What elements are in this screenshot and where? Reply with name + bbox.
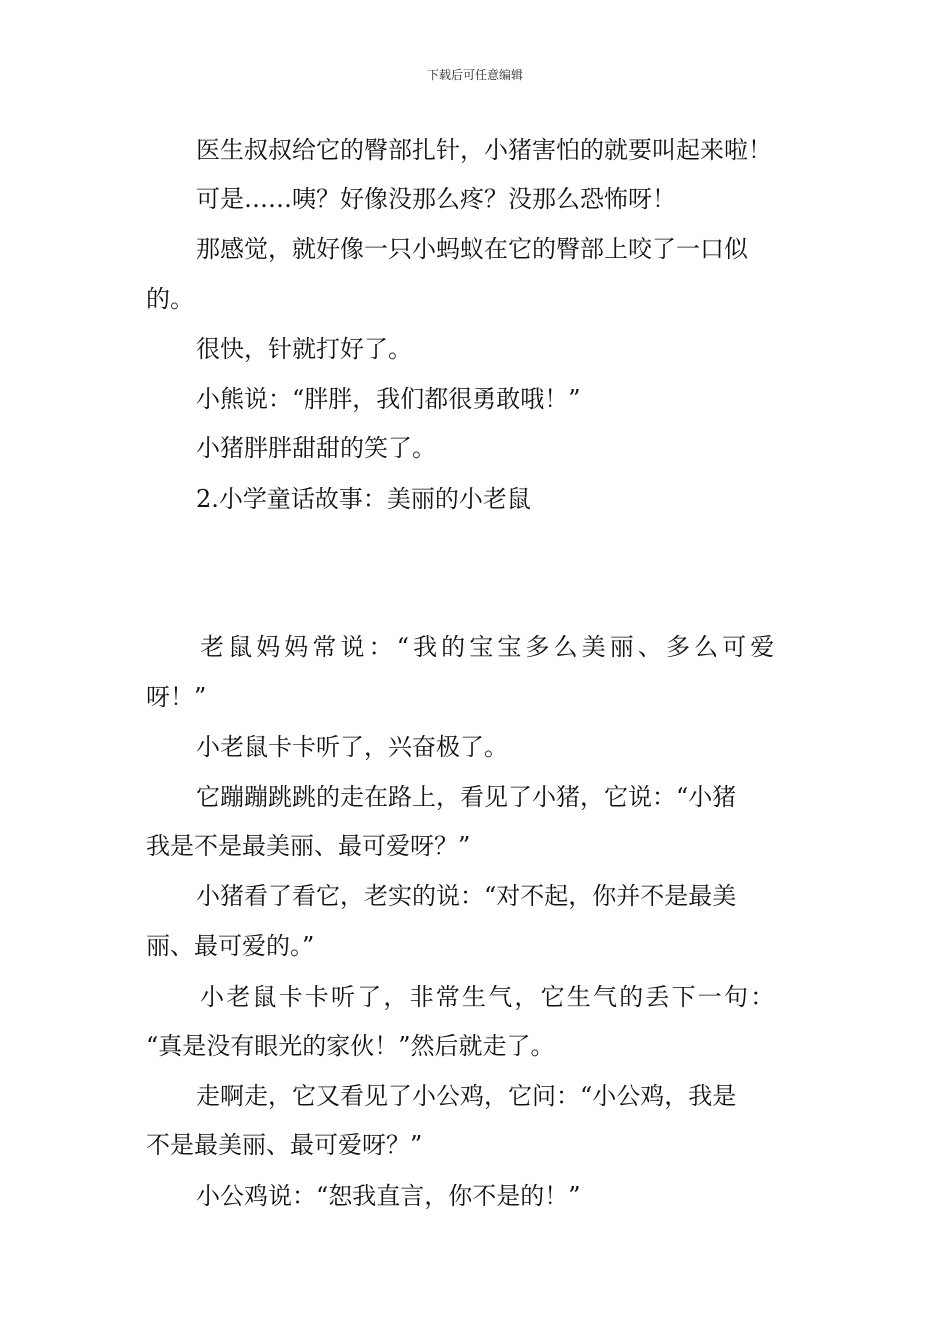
paragraph-line: “真是没有眼光的家伙！”然后就走了。	[146, 1032, 555, 1060]
paragraph-line: 丽、最可爱的。”	[146, 932, 315, 960]
paragraph-line: 小老鼠卡卡听了，兴奋极了。	[196, 733, 508, 761]
paragraph-line: 小熊说：“胖胖，我们都很勇敢哦！”	[196, 385, 581, 413]
paragraph-line: 很快，针就打好了。	[196, 335, 412, 363]
section-heading: 2.小学童话故事：美丽的小老鼠	[196, 485, 531, 513]
paragraph-line: 医生叔叔给它的臀部扎针，小猪害怕的就要叫起来啦！	[196, 136, 772, 164]
paragraph-line: 我是不是最美丽、最可爱呀？”	[146, 832, 471, 860]
paragraph-line: 它蹦蹦跳跳的走在路上，看见了小猪，它说：“小猪	[196, 783, 737, 811]
paragraph-line: 走啊走，它又看见了小公鸡，它问：“小公鸡，我是	[196, 1082, 737, 1110]
paragraph-line: 呀！”	[146, 683, 207, 711]
page-header-note: 下载后可任意编辑	[426, 68, 523, 82]
paragraph-line: 的。	[146, 285, 194, 313]
paragraph-line: 小猪胖胖甜甜的笑了。	[196, 434, 436, 462]
paragraph-line: 小老鼠卡卡听了，非常生气，它生气的丢下一句：	[200, 983, 777, 1011]
paragraph-line: 老鼠妈妈常说：“我的宝宝多么美丽、多么可爱	[200, 633, 779, 661]
paragraph-line: 小公鸡说：“恕我直言，你不是的！”	[196, 1182, 581, 1210]
paragraph-line: 那感觉，就好像一只小蚂蚁在它的臀部上咬了一口似	[196, 235, 748, 263]
paragraph-line: 不是最美丽、最可爱呀？”	[146, 1131, 423, 1159]
paragraph-line: 可是……咦？好像没那么疼？没那么恐怖呀！	[196, 185, 676, 213]
paragraph-line: 小猪看了看它，老实的说：“对不起，你并不是最美	[196, 882, 737, 910]
